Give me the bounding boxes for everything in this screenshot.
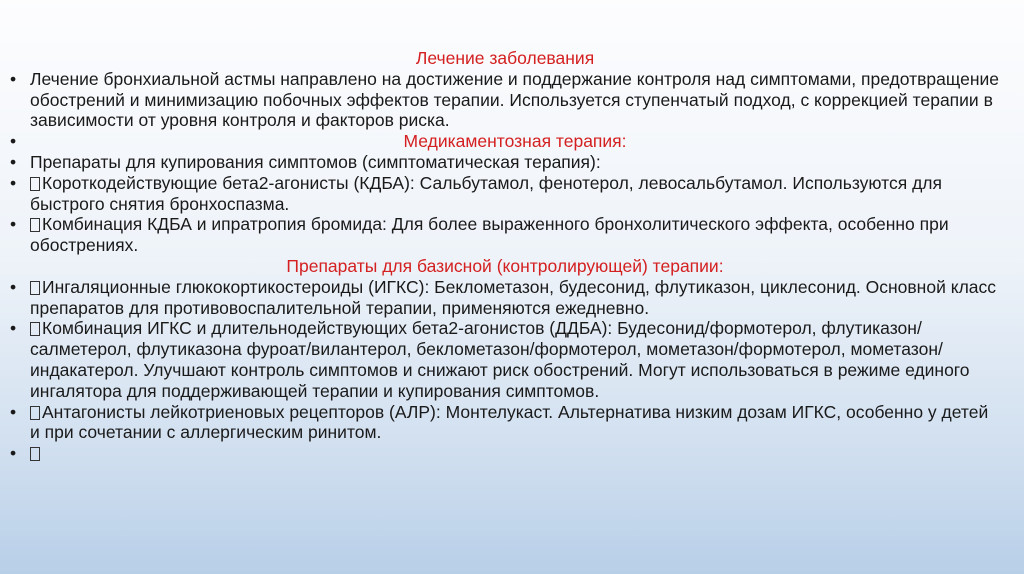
list-item (10, 443, 1000, 464)
item-text: Ингаляционные глюкокортикостероиды (ИГКС): Беклометазон, будесонид, флутиказон, циклесонид. Основной класс препаратов для противовоспалительной терапии, применяются ежедневно. (30, 276, 997, 318)
list-item (10, 214, 1000, 256)
list-item (10, 402, 1000, 444)
missing-glyph-icon (30, 177, 40, 191)
missing-glyph-icon (30, 281, 40, 295)
item-text: Короткодействующие бета2-агонисты (КДБА): Сальбутамол, фенотерол, левосальбутамол. Используются для быстрого снятия бронхоспазма. (30, 172, 942, 214)
bullet-icon: • (10, 318, 17, 339)
list-item (10, 152, 1000, 173)
section-subtitle-relievers: Препараты для купирования симптомов (симптоматическая терапия): (30, 151, 601, 172)
missing-glyph-icon (30, 322, 40, 336)
slide-title: Лечение заболевания (415, 48, 595, 68)
bullet-icon: • (10, 443, 17, 464)
bullet-icon: • (10, 276, 17, 297)
list-item (10, 69, 1000, 131)
missing-glyph-icon (30, 406, 40, 420)
list-item (10, 173, 1000, 215)
slide-content (10, 48, 1000, 464)
bullet-icon: • (10, 401, 17, 422)
bullet-icon: • (10, 151, 17, 172)
item-text: Комбинация ИГКС и длительнодействующих бета2-агонистов (ДДБА): Будесонид/формотерол, флутиказон/салметерол, флутиказона фуроат/вилантерол, беклометазон/формотерол, мометазон/формотерол, мометазон/индакатерол. Улучшают контроль симптомов и снижают риск обострений. Могут использоваться в режиме единого ингалятора для поддерживающей терапии и купирования симптомов. (30, 318, 970, 401)
bullet-icon: • (10, 214, 17, 235)
bullet-icon: • (10, 131, 17, 152)
list-item (10, 277, 1000, 319)
missing-glyph-icon (30, 218, 40, 232)
bullet-icon: • (10, 68, 17, 89)
bullet-icon: • (10, 172, 17, 193)
item-text: Комбинация КДБА и ипратропия бромида: Для более выраженного бронхолитического эффекта, особенно при обострениях. (30, 214, 949, 256)
list-item (10, 131, 1000, 152)
missing-glyph-icon (30, 447, 40, 461)
intro-text: Лечение бронхиальной астмы направлено на достижение и поддержание контроля над симптомами, предотвращение обострений и минимизацию побочных эффектов терапии. Используется ступенчатый подход, с коррекцией терапии в зависимости от уровня контроля и факторов риска. (30, 68, 999, 131)
section-title-medication: Медикаментозная терапия: (403, 131, 627, 152)
list-item (10, 318, 1000, 401)
section-title-controllers: Препараты для базисной (контролирующей) терапии: (286, 255, 724, 276)
item-text: Антагонисты лейкотриеновых рецепторов (АЛР): Монтелукаст. Альтернатива низким дозам ИГКС, особенно у детей и при сочетании с аллергическим ринитом. (30, 401, 989, 443)
